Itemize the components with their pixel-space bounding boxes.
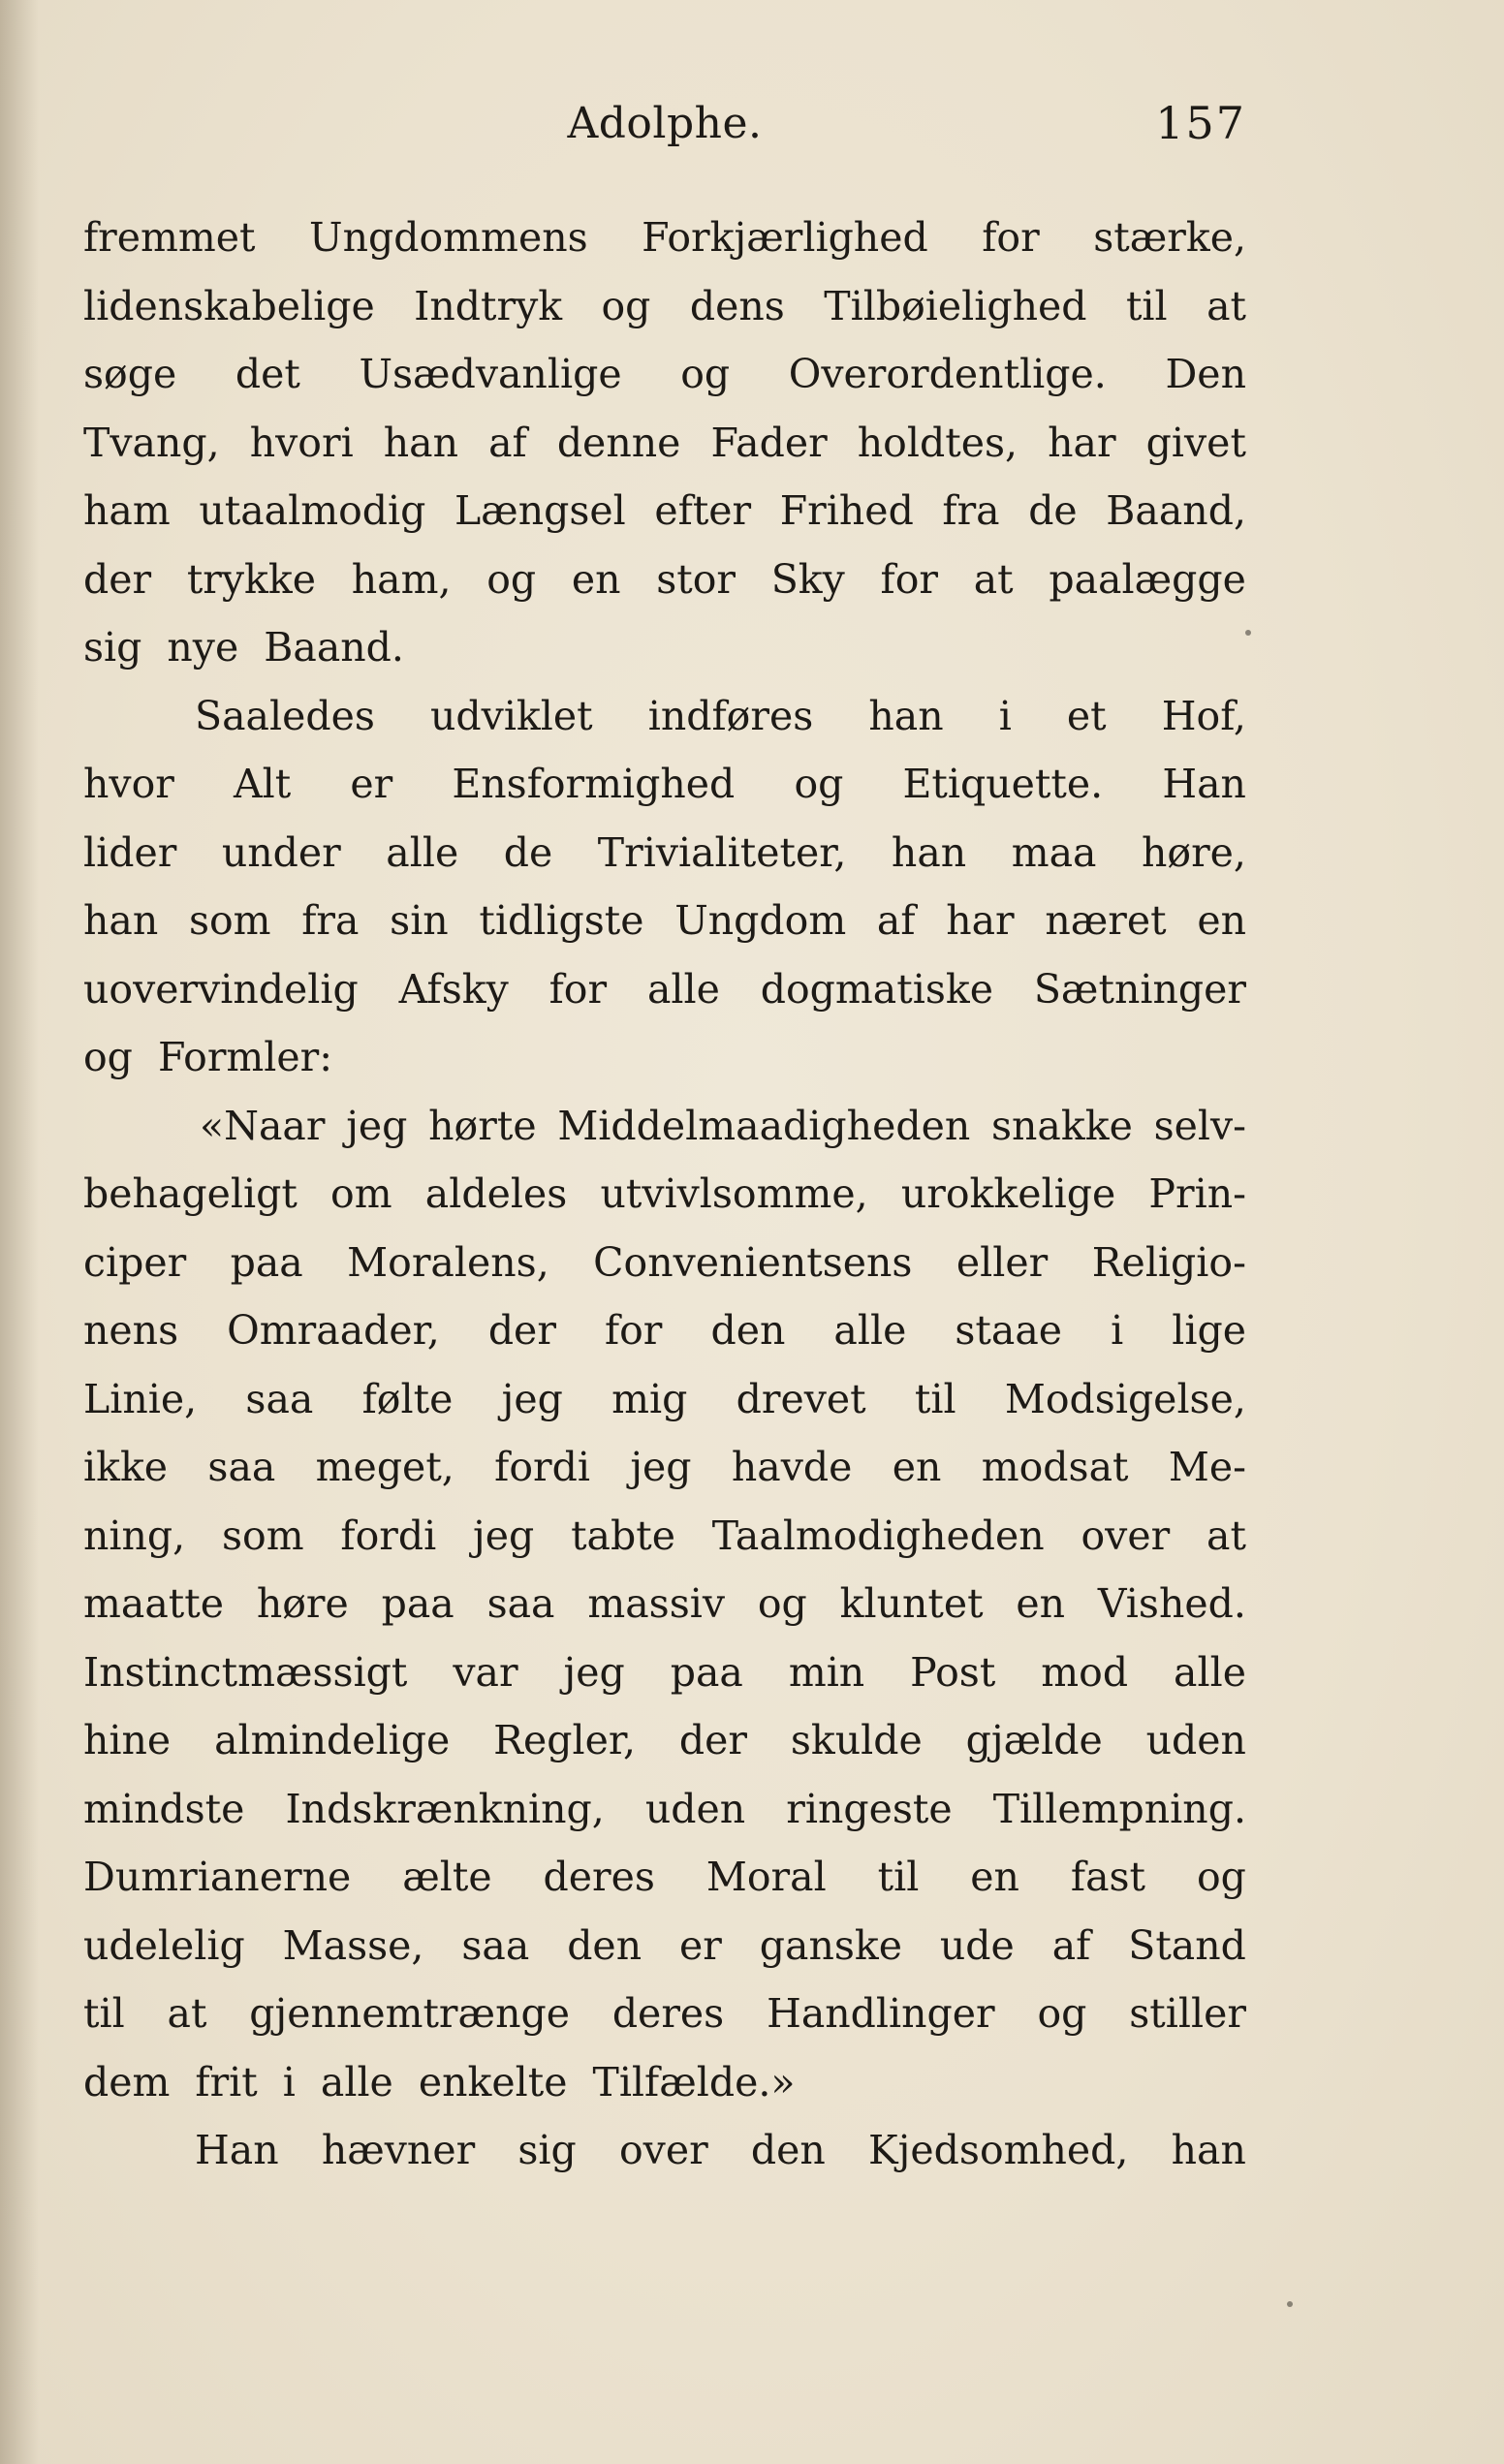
word: drevet bbox=[736, 1375, 866, 1422]
word: Indtryk bbox=[414, 282, 563, 329]
word: urokkelige bbox=[900, 1170, 1116, 1217]
word: og bbox=[794, 761, 844, 807]
word: paa bbox=[230, 1238, 303, 1286]
word: jeg bbox=[563, 1648, 625, 1696]
word: stiller bbox=[1129, 1990, 1246, 2037]
word: et bbox=[1066, 692, 1107, 739]
word: hvori bbox=[249, 419, 354, 466]
word: «Naar bbox=[200, 1102, 326, 1149]
word: dogmatiske bbox=[760, 965, 993, 1013]
word: alle bbox=[1174, 1648, 1246, 1696]
word: høre, bbox=[1141, 828, 1246, 876]
word: ringeste bbox=[786, 1785, 953, 1832]
word: kluntet bbox=[839, 1580, 984, 1627]
binding-shadow bbox=[0, 0, 39, 2464]
word: Hof, bbox=[1161, 692, 1246, 739]
word: Prin- bbox=[1148, 1170, 1246, 1217]
word: trykke bbox=[186, 555, 317, 603]
word: Han bbox=[1162, 761, 1246, 807]
word: uden bbox=[644, 1785, 746, 1832]
word: Masse, bbox=[282, 1921, 424, 1969]
word: jeg bbox=[473, 1512, 535, 1559]
text-line bbox=[83, 955, 1246, 1024]
word: til bbox=[1125, 282, 1168, 329]
word: alle bbox=[833, 1307, 907, 1354]
word: gjælde bbox=[965, 1717, 1103, 1763]
word: Moral bbox=[705, 1854, 827, 1900]
page-number: 157 bbox=[1155, 97, 1246, 149]
word: over bbox=[1081, 1512, 1171, 1559]
word: ham, bbox=[351, 555, 452, 603]
word: Ungdommens bbox=[309, 214, 588, 261]
word: Baand, bbox=[1106, 487, 1246, 534]
word: fra bbox=[942, 487, 1000, 534]
word: Han bbox=[195, 2127, 279, 2173]
word: mindste bbox=[83, 1785, 245, 1832]
word: paa bbox=[381, 1580, 454, 1627]
text-line bbox=[83, 1160, 1246, 1229]
word: Alt bbox=[233, 761, 292, 807]
word: og bbox=[757, 1580, 807, 1627]
text-line bbox=[83, 1706, 1246, 1775]
word: behageligt bbox=[83, 1170, 298, 1217]
word: hvor bbox=[83, 761, 174, 807]
word: Tillempning. bbox=[992, 1785, 1246, 1832]
word: uovervindelig bbox=[83, 965, 359, 1013]
word: af bbox=[1051, 1921, 1091, 1969]
word: hørte bbox=[428, 1102, 537, 1149]
text-line bbox=[83, 1502, 1246, 1571]
word: udelelig bbox=[83, 1921, 245, 1969]
word: og bbox=[1196, 1854, 1246, 1900]
word: meget, bbox=[315, 1444, 454, 1490]
word: Tilbøielighed bbox=[824, 282, 1087, 329]
word: til bbox=[83, 1990, 125, 2037]
word: alle bbox=[386, 828, 459, 876]
word: ham bbox=[83, 487, 171, 534]
word: holdtes, bbox=[857, 419, 1018, 466]
word: er bbox=[350, 761, 393, 807]
word: havde bbox=[731, 1444, 853, 1490]
word: utvivlsomme, bbox=[600, 1170, 868, 1217]
word: Den bbox=[1165, 351, 1246, 397]
word: Kjedsomhed, bbox=[868, 2127, 1129, 2173]
word: i bbox=[1111, 1307, 1124, 1354]
word: uden bbox=[1145, 1717, 1246, 1763]
word: har bbox=[1048, 419, 1116, 466]
text-line bbox=[83, 1638, 1246, 1707]
word: udviklet bbox=[430, 692, 593, 739]
word: han bbox=[868, 692, 944, 739]
word: tidligste bbox=[479, 897, 644, 944]
word: Moralens, bbox=[347, 1238, 549, 1286]
word: han bbox=[1171, 2127, 1246, 2173]
word: alle bbox=[320, 2058, 393, 2105]
word: Instinctmæssigt bbox=[83, 1648, 408, 1696]
word: der bbox=[678, 1717, 747, 1763]
text-line bbox=[83, 546, 1246, 614]
word: Overordentlige. bbox=[788, 351, 1107, 397]
text-line bbox=[83, 613, 1246, 682]
word: nens bbox=[83, 1307, 179, 1354]
word: Regler, bbox=[493, 1717, 637, 1763]
text-line bbox=[83, 1296, 1246, 1365]
word: og bbox=[486, 555, 537, 603]
word: at bbox=[1206, 282, 1246, 329]
word: Længsel bbox=[454, 487, 626, 534]
paper-speck bbox=[1287, 2301, 1293, 2307]
word: om bbox=[330, 1170, 392, 1217]
text-line bbox=[83, 819, 1246, 888]
word: sig bbox=[517, 2127, 577, 2173]
word: den bbox=[567, 1921, 642, 1969]
word: mod bbox=[1041, 1648, 1129, 1696]
word: en bbox=[571, 555, 621, 603]
text-line bbox=[83, 1023, 1246, 1092]
word: fra bbox=[301, 897, 360, 944]
word: maatte bbox=[83, 1580, 224, 1627]
text-line bbox=[83, 1433, 1246, 1502]
text-line bbox=[83, 887, 1246, 955]
word: Afsky bbox=[398, 965, 509, 1013]
word: Baand. bbox=[264, 624, 404, 671]
word: eller bbox=[956, 1238, 1049, 1286]
word: dem bbox=[83, 2058, 171, 2105]
word: efter bbox=[654, 487, 752, 534]
word: den bbox=[750, 2127, 826, 2173]
word: Saaledes bbox=[195, 692, 375, 739]
text-line bbox=[83, 1843, 1246, 1912]
word: er bbox=[679, 1921, 722, 1969]
text-line bbox=[83, 272, 1246, 341]
text-line bbox=[83, 2048, 1246, 2117]
word: Omraader, bbox=[227, 1307, 440, 1354]
word: alle bbox=[646, 965, 720, 1013]
word: en bbox=[1197, 897, 1246, 944]
word: Modsigelse, bbox=[1004, 1375, 1246, 1422]
word: lider bbox=[83, 828, 177, 876]
word: Handlinger bbox=[767, 1990, 995, 2037]
word: lige bbox=[1172, 1307, 1246, 1354]
word: min bbox=[788, 1648, 865, 1696]
word: over bbox=[619, 2127, 708, 2173]
word: saa bbox=[245, 1375, 314, 1422]
word: har bbox=[946, 897, 1015, 944]
word: følte bbox=[361, 1375, 454, 1422]
word: næret bbox=[1045, 897, 1167, 944]
word: Ensformighed bbox=[452, 761, 736, 807]
word: saa bbox=[207, 1444, 276, 1490]
word: for bbox=[604, 1307, 663, 1354]
word: frit bbox=[195, 2058, 258, 2105]
word: Frihed bbox=[779, 487, 914, 534]
word: nye bbox=[167, 624, 239, 671]
word: saa bbox=[461, 1921, 530, 1969]
word: Religio- bbox=[1091, 1238, 1246, 1286]
word: hine bbox=[83, 1717, 172, 1763]
text-line bbox=[83, 750, 1246, 819]
text-line bbox=[83, 409, 1246, 478]
word: Tilfælde.» bbox=[592, 2058, 796, 2105]
word: Usædvanlige bbox=[359, 351, 622, 397]
word: snakke bbox=[990, 1102, 1133, 1149]
word: der bbox=[83, 555, 152, 603]
text-line bbox=[83, 1775, 1246, 1844]
word: givet bbox=[1145, 419, 1246, 466]
word: lidenskabelige bbox=[83, 282, 375, 329]
word: almindelige bbox=[214, 1717, 451, 1763]
word: ælte bbox=[402, 1854, 492, 1900]
word: staae bbox=[955, 1307, 1063, 1354]
word: og bbox=[1037, 1990, 1087, 2037]
word: Me- bbox=[1168, 1444, 1246, 1490]
word: Post bbox=[910, 1648, 996, 1696]
word: det bbox=[235, 351, 300, 397]
word: Indskrænkning, bbox=[285, 1785, 605, 1832]
word: fordi bbox=[340, 1512, 437, 1559]
word: under bbox=[221, 828, 341, 876]
word: de bbox=[1028, 487, 1078, 534]
word: den bbox=[710, 1307, 786, 1354]
word: fordi bbox=[494, 1444, 590, 1490]
word: i bbox=[998, 692, 1012, 739]
body-text bbox=[83, 203, 1246, 2185]
paper-speck bbox=[1245, 630, 1251, 636]
text-line bbox=[83, 477, 1246, 546]
page-header bbox=[83, 93, 1246, 161]
word: Ungdom bbox=[674, 897, 847, 944]
word: for bbox=[982, 214, 1040, 261]
word: og bbox=[680, 351, 731, 397]
word: der bbox=[487, 1307, 556, 1354]
word: Dumrianerne bbox=[83, 1854, 352, 1900]
word: Stand bbox=[1128, 1921, 1246, 1969]
word: sig bbox=[83, 624, 142, 671]
word: Convenientsens bbox=[593, 1238, 913, 1286]
word: fast bbox=[1070, 1854, 1146, 1900]
word: at bbox=[973, 555, 1014, 603]
word: for bbox=[880, 555, 938, 603]
text-line bbox=[83, 1912, 1246, 1981]
word: saa bbox=[486, 1580, 555, 1627]
text-line bbox=[83, 1365, 1246, 1434]
word: stærke, bbox=[1093, 214, 1246, 261]
word: sin bbox=[390, 897, 449, 944]
word: Sætninger bbox=[1033, 965, 1246, 1013]
word: de bbox=[503, 828, 553, 876]
word: Etiquette. bbox=[902, 761, 1104, 807]
word: jeg bbox=[630, 1444, 692, 1490]
word: af bbox=[488, 419, 527, 466]
word: skulde bbox=[790, 1717, 923, 1763]
word: en bbox=[1016, 1580, 1066, 1627]
word: denne bbox=[556, 419, 681, 466]
word: han bbox=[383, 419, 459, 466]
word: Sky bbox=[770, 555, 845, 603]
word: Linie, bbox=[83, 1375, 198, 1422]
word: Taalmodigheden bbox=[711, 1512, 1045, 1559]
word: hævner bbox=[321, 2127, 476, 2173]
word: som bbox=[222, 1512, 304, 1559]
text-line bbox=[83, 1570, 1246, 1638]
word: at bbox=[1206, 1512, 1246, 1559]
word: Middelmaadigheden bbox=[557, 1102, 971, 1149]
word: og bbox=[83, 1034, 133, 1080]
word: utaalmodig bbox=[199, 487, 426, 534]
word: en bbox=[970, 1854, 1019, 1900]
word: jeg bbox=[501, 1375, 563, 1422]
word: han bbox=[891, 828, 967, 876]
word: dens bbox=[689, 282, 785, 329]
word: paa bbox=[670, 1648, 743, 1696]
word: gjennemtrænge bbox=[249, 1990, 570, 2037]
text-line bbox=[83, 1980, 1246, 2048]
word: modsat bbox=[981, 1444, 1129, 1490]
word: og bbox=[601, 282, 651, 329]
word: fremmet bbox=[83, 214, 256, 261]
text-line bbox=[83, 682, 1246, 751]
word: paalægge bbox=[1049, 555, 1246, 603]
text-line bbox=[83, 1229, 1246, 1297]
word: af bbox=[876, 897, 916, 944]
word: for bbox=[548, 965, 608, 1013]
text-line bbox=[83, 2116, 1246, 2185]
word: en bbox=[892, 1444, 942, 1490]
word: til bbox=[877, 1854, 920, 1900]
word: enkelte bbox=[418, 2058, 568, 2105]
word: massiv bbox=[587, 1580, 726, 1627]
word: Fader bbox=[710, 419, 828, 466]
text-line bbox=[83, 203, 1246, 272]
word: Vished. bbox=[1097, 1580, 1246, 1627]
word: aldeles bbox=[424, 1170, 568, 1217]
text-line bbox=[83, 1092, 1246, 1161]
word: ganske bbox=[759, 1921, 903, 1969]
word: ning, bbox=[83, 1512, 186, 1559]
word: stor bbox=[656, 555, 736, 603]
word: Trivialiteter, bbox=[597, 828, 847, 876]
word: Forkjærlighed bbox=[642, 214, 928, 261]
word: maa bbox=[1011, 828, 1097, 876]
word: til bbox=[914, 1375, 956, 1422]
word: indføres bbox=[647, 692, 814, 739]
word: høre bbox=[256, 1580, 349, 1627]
word: Formler: bbox=[157, 1034, 333, 1080]
word: var bbox=[453, 1648, 518, 1696]
word: deres bbox=[543, 1854, 655, 1900]
word: søge bbox=[83, 351, 177, 397]
word: at bbox=[167, 1990, 207, 2037]
word: han bbox=[83, 897, 159, 944]
text-line bbox=[83, 340, 1246, 409]
word: Tvang, bbox=[83, 419, 220, 466]
word: tabte bbox=[571, 1512, 675, 1559]
word: i bbox=[282, 2058, 296, 2105]
running-title: Adolphe. bbox=[567, 99, 763, 148]
word: deres bbox=[611, 1990, 725, 2037]
word: som bbox=[188, 897, 271, 944]
word: selv- bbox=[1153, 1102, 1246, 1149]
word: mig bbox=[611, 1375, 688, 1422]
word: ude bbox=[939, 1921, 1015, 1969]
word: ikke bbox=[83, 1444, 169, 1490]
word: jeg bbox=[346, 1102, 408, 1149]
word: ciper bbox=[83, 1238, 187, 1286]
